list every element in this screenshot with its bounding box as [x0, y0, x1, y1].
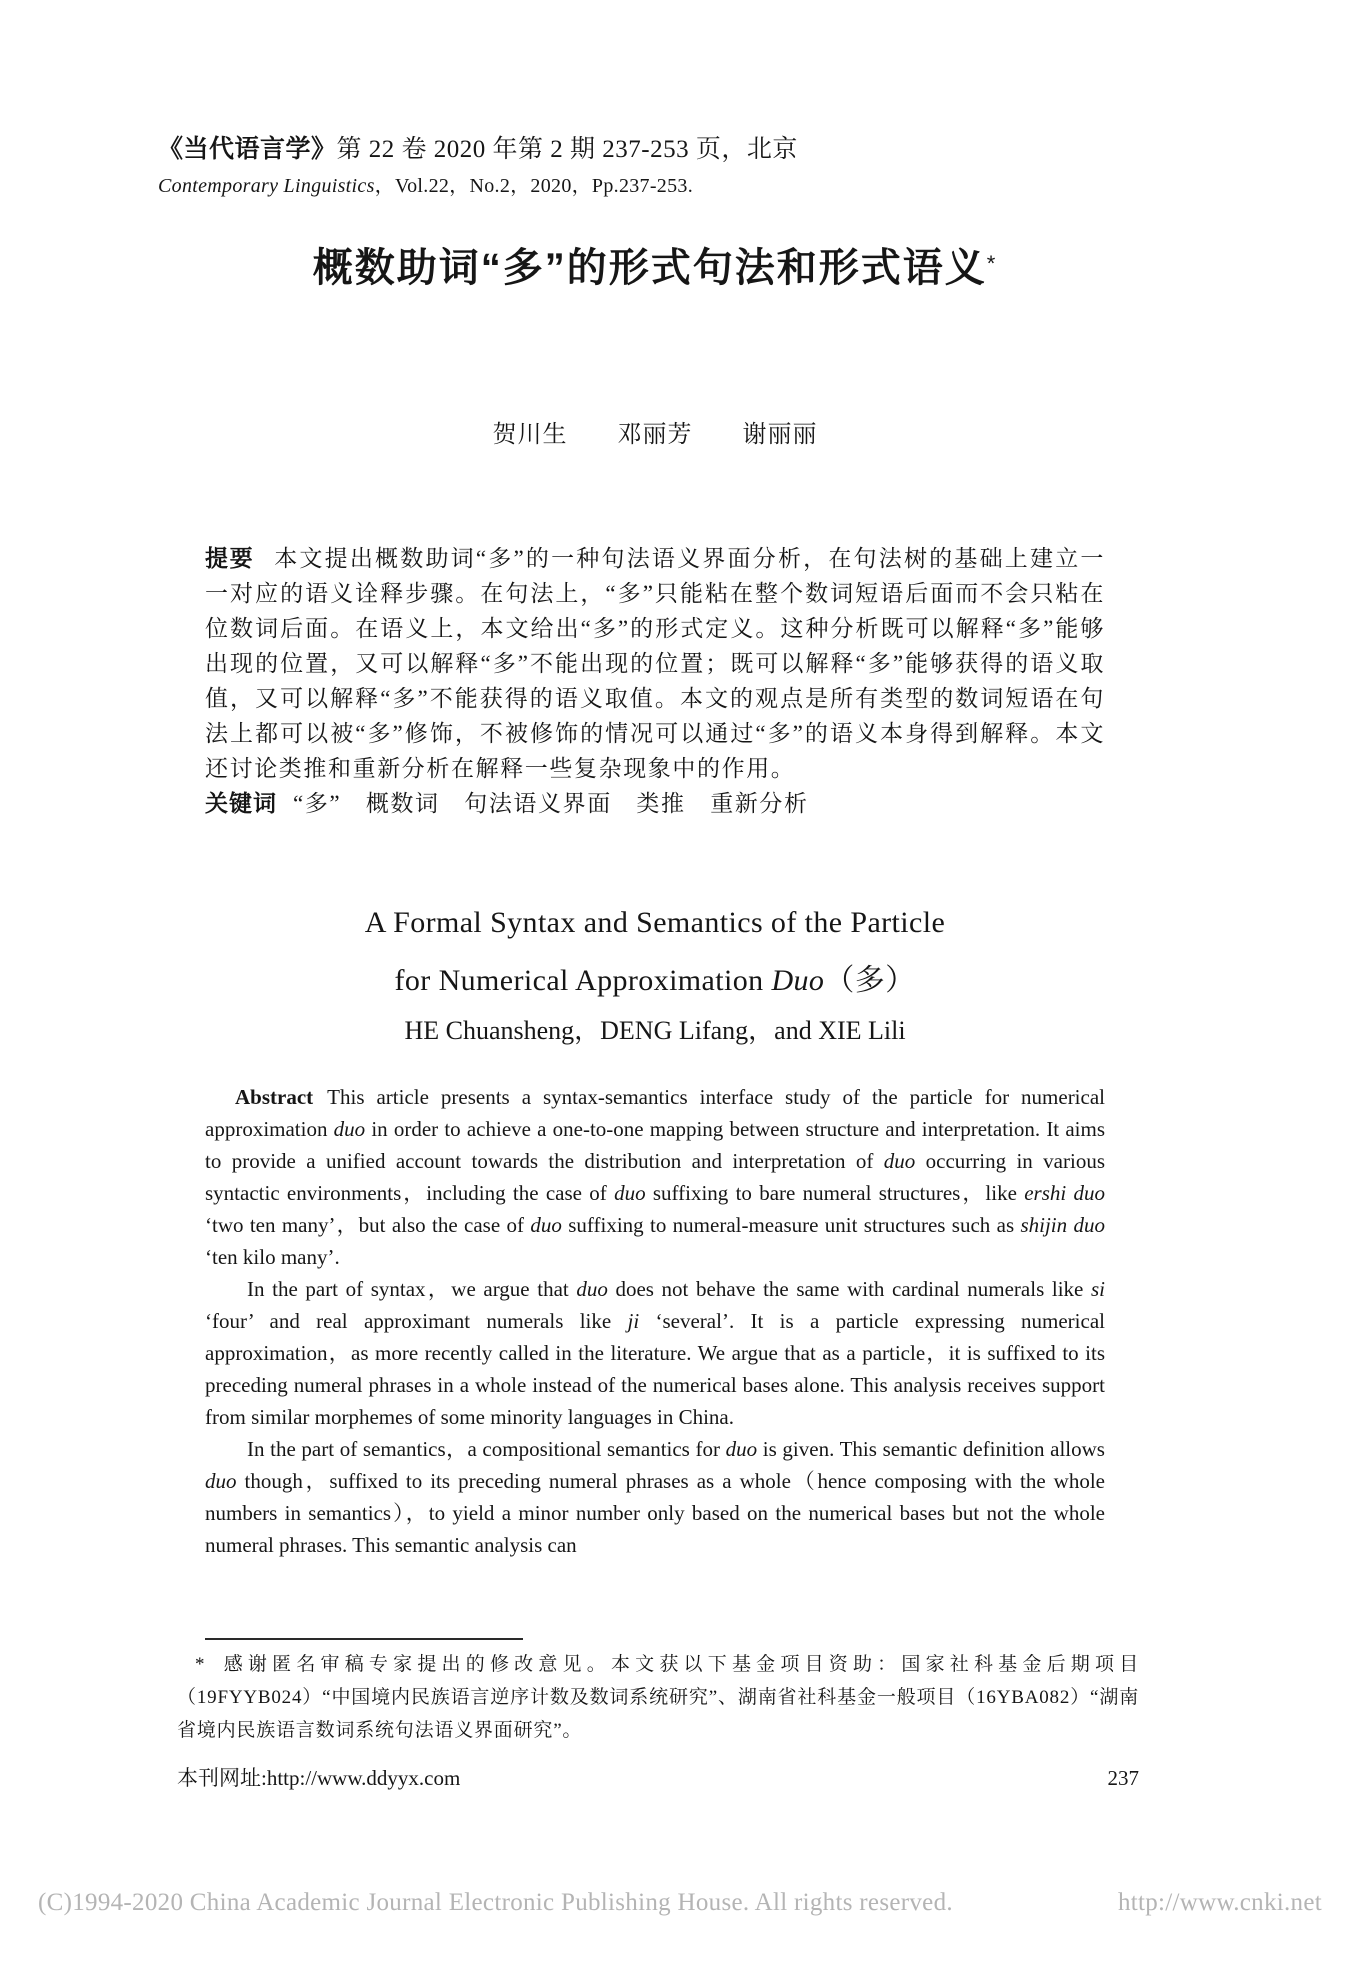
journal-name-cn: 《当代语言学》: [158, 135, 337, 163]
abstract-en-block: [205, 1081, 1105, 1561]
abstract-cn-text: 本文提出概数助词“多”的一种句法语义界面分析，在句法树的基础上建立一一对应的语义诠释步骤。在句法上，“多”只能粘在整个数词短语后面而不会只粘在位数词后面。在语义上，本文给出“多”的形式定义。这种分析既可以解释“多”能够出现的位置，又可以解释“多”不能出现的位置；既可以解释“多”能够获得的语义取值，又可以解释“多”不能获得的语义取值。本文的观点是所有类型的数词短语在句法上都可以被“多”修饰，不被修饰的情况可以通过“多”的语义本身得到解释。本文还讨论类推和重新分析在解释一些复杂现象中的作用。: [205, 546, 1105, 781]
journal-issue-en: ，Vol.22，No.2，2020，Pp.237-253.: [374, 175, 694, 197]
paper-title-en: [205, 894, 1105, 1010]
abstract-cn-paragraph: [205, 541, 1105, 786]
footnote-block: [177, 1648, 1139, 1747]
authors-en: HE Chuansheng，DENG Lifang，and XIE Lili: [404, 1016, 906, 1045]
page-footer: [177, 1765, 1139, 1791]
footnote-separator-rule: [205, 1638, 523, 1640]
abstract-en-label: Abstract: [235, 1085, 314, 1109]
paper-title-en-line2: for Numerical Approximation Duo（多）: [394, 964, 916, 997]
cnki-url: http://www.cnki.net: [1117, 1889, 1322, 1916]
footnote-text: 感谢匿名审稿专家提出的修改意见。本文获以下基金项目资助：国家社科基金后期项目（19FYYB024）“中国境内民族语言逆序计数及数词系统研究”、湖南省社科基金一般项目（16YBA082）“湖南省境内民族语言数词系统句法语义界面研究”。: [177, 1654, 1139, 1741]
abstract-cn-block: [205, 541, 1105, 821]
abstract-en-paragraph-2: In the part of syntax，we argue that duo does not behave the same with cardinal numerals like si ‘four’ and real approximant numerals like ji ‘several’. It is a particle expressing numerical approximation，as more recently called in the literature. We argue that as a particle，it is suffixed to its preceding numeral phrases in a whole instead of the numerical bases alone. This analysis receives support from similar morphemes of some minority languages in China.: [205, 1277, 1105, 1429]
journal-website-url: 本刊网址:http://www.ddyyx.com: [177, 1766, 461, 1790]
paper-title-cn: [205, 243, 1105, 293]
journal-name-en: Contemporary Linguistics: [158, 175, 375, 197]
paper-title-en-line1: A Formal Syntax and Semantics of the Particle: [364, 906, 946, 939]
keywords-cn-list: “多” 概数词 句法语义界面 类推 重新分析: [293, 791, 809, 816]
copyright-text: (C)1994-2020 China Academic Journal Electronic Publishing House. All rights reserved.: [38, 1889, 953, 1916]
authors-cn: 贺川生 邓丽芳 谢丽丽: [492, 422, 818, 448]
journal-citation-en: [158, 174, 798, 198]
abstract-en-paragraph-3: In the part of semantics，a compositional semantics for duo is given. This semantic definition allows duo though，suffixed to its preceding numeral phrases as a whole（hence composing with the whole numbers in semantics），to yield a minor number only based on the numerical bases but not the whole numeral phrases. This semantic analysis can: [205, 1437, 1105, 1557]
keywords-cn-label: 关键词: [205, 790, 277, 816]
footnote-marker: *: [195, 1654, 206, 1675]
copyright-watermark: [38, 1888, 1322, 1918]
keywords-cn-line: [205, 786, 1105, 821]
journal-header: [158, 134, 798, 198]
abstract-en-paragraph-1: [205, 1081, 1105, 1273]
journal-issue-cn: 第 22 卷 2020 年第 2 期 237-253 页，北京: [336, 136, 798, 163]
paper-title-cn-text: 概数助词“多”的形式句法和形式语义: [312, 246, 987, 290]
page-number: 237: [1107, 1766, 1139, 1790]
abstract-cn-label: 提要: [205, 545, 255, 571]
journal-citation-cn: [158, 134, 798, 165]
abstract-en-paragraph-1-text: This article presents a syntax-semantics interface study of the particle for numerical approximation duo in order to achieve a one-to-one mapping between structure and interpretation. It aims to provide a unified account towards the distribution and interpretation of duo occurring in various syntactic environments，including the case of duo suffixing to bare numeral structures，like ershi duo ‘two ten many’，but also the case of duo suffixing to numeral-measure unit structures such as shijin duo ‘ten kilo many’.: [205, 1085, 1106, 1269]
title-footnote-marker: *: [986, 251, 998, 276]
